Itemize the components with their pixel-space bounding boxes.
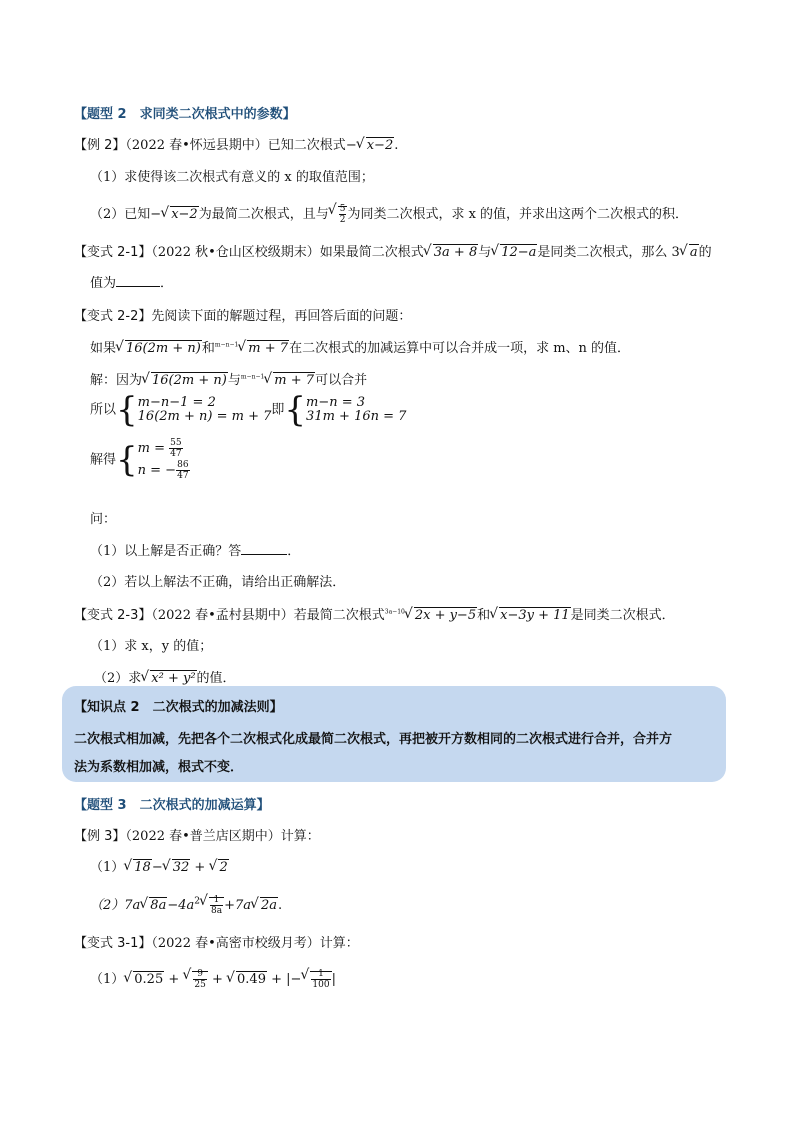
type2-heading: 【题型 2 求同类二次根式中的参数】 (74, 107, 296, 122)
ex2-stem: 【例 2】（2022 春•怀远县期中）已知二次根式−√ x−2. (74, 134, 398, 153)
v22-l2-rad2: √ m + 7 (264, 373, 315, 388)
ex3-q2-frac-rad: √ $\frac{1}{8a}$ (200, 895, 224, 916)
v21-answer-blank[interactable] (116, 273, 160, 287)
v21-text-b: 是同类二次根式，那么 3 (537, 245, 680, 260)
ex3-q2-c: +7a (224, 898, 251, 913)
ex3-q2-sup: 2 (194, 896, 200, 907)
ex2-q2: （2）已知−√ x−2为最简二次根式，且与 √ $\frac{5}{2}$ 为同类二次根式，求 x 的值，并求出这两个二次根式的积． (90, 203, 688, 225)
ex3-q1-op2: + (190, 860, 210, 875)
v23-q2-b: 的值． (196, 671, 236, 686)
v31-plus2: + (207, 972, 228, 987)
v23-q2-a: （2）求 (94, 671, 142, 686)
ex3-text: （2022 春•普兰店区期中）计算： (125, 829, 320, 844)
v22-l1-index: m−n−1 (214, 341, 239, 349)
knowledge-box (62, 686, 726, 782)
v31-r1: √ 0.25 (124, 972, 164, 987)
v21-stem (74, 241, 712, 260)
v23-q2 (94, 667, 236, 686)
v31-stem (74, 932, 359, 951)
v22-line3 (90, 390, 407, 430)
v22-l2-rad1: √ 16(2m + n) (142, 373, 228, 388)
v22-brace1: { (116, 390, 138, 430)
ex2-source: （2022 春•怀远县期中） (125, 138, 268, 153)
ex3-q1-op1: − (151, 860, 163, 875)
v22-q1-blank[interactable] (241, 541, 287, 555)
v22-l2-a: 解：因为 (90, 373, 143, 388)
v23-index: 3a−10 (384, 608, 405, 616)
v31-q1-a: （1） (90, 972, 125, 987)
v22-intro: 先阅读下面的解题过程，再回答后面的问题： (151, 309, 412, 324)
ex3-q2-r1: √ 8a (140, 898, 167, 913)
ex2-label: 【例 2】 (74, 138, 126, 153)
knowledge-title: 【知识点 2 二次根式的加减法则】 (74, 700, 283, 715)
v22-system2: m−n = 3 31m + 16n = 7 (306, 395, 407, 424)
v22-l2-c: 可以合并 (315, 373, 368, 388)
knowledge-line1: 二次根式相加减，先把各个二次根式化成最简二次根式，再把被开方数相同的二次根式进行合并，合并方 (74, 732, 673, 747)
ex2-q2-radical: √ x−2 (161, 207, 199, 222)
v23-text-b: 是同类二次根式． (570, 608, 675, 623)
ex3-stem (74, 825, 320, 844)
ex2-q2-b: 为最简二次根式，且与 (198, 207, 329, 222)
v22-label: 【变式 2-2】 (74, 309, 152, 324)
v23-stem (74, 604, 675, 623)
ex2-radical: √ x−2 (357, 138, 395, 153)
v31-frac2-rad: √ $\frac{1}{100}$ (301, 969, 331, 990)
v31-r3: √ 0.49 (227, 972, 267, 987)
ex3-q1-r2: √ 32 (163, 860, 191, 875)
v22-q1-end: ． (287, 544, 301, 559)
v31-plus1: + (164, 972, 184, 987)
v22-q2: （2）若以上解法不正确，请给出正确解法． (90, 575, 346, 590)
v22-l2-index: m−n−1 (240, 373, 265, 381)
v21-line2-end: ． (160, 276, 174, 291)
v23-rad1: √ 2x + y−5 (405, 608, 477, 623)
ex3-q2-b: −4a (167, 898, 195, 913)
ex2-end: . (394, 138, 399, 153)
v22-l1-a: 如果 (90, 341, 117, 356)
v22-l1-rad1: √ 16(2m + n) (116, 341, 202, 356)
v22-ask: 问： (90, 512, 117, 527)
ex3-q1 (90, 856, 229, 875)
v23-q1: （1）求 x，y 的值； (90, 639, 213, 654)
ex3-q2 (90, 894, 282, 916)
v22-stem (74, 305, 411, 324)
v23-q2-rad: √ x² + y² (141, 671, 196, 686)
v21-text-a: （2022 秋•仓山区校级期末）如果最简二次根式 (151, 245, 424, 260)
ex3-q1-a: （1） (90, 860, 125, 875)
v31-frac1-rad: √ $\frac{9}{25}$ (183, 969, 207, 990)
ex3-q2-end: . (278, 898, 283, 913)
v21-mid: 与 (478, 245, 492, 260)
type3-heading: 【题型 3 二次根式的加减运算】 (74, 798, 270, 813)
ex2-stem-text: 已知二次根式 (267, 138, 346, 153)
ex2-q2-c: 为同类二次根式，求 x 的值，并求出这两个二次根式的积． (347, 207, 689, 222)
v22-l3-a: 所以 (90, 402, 117, 418)
v23-text-a: （2022 春•孟村县期中）若最简二次根式 (151, 608, 385, 623)
v21-rad1: √ 3a + 8 (424, 245, 478, 260)
v31-label: 【变式 3-1】 (74, 936, 152, 951)
v21-rad3: √ a (680, 245, 699, 260)
ex3-q2-a: （2）7a (90, 898, 141, 913)
ex3-q2-r3: √ 2a (251, 898, 278, 913)
v23-rad2: √ x−3y + 11 (490, 608, 571, 623)
v22-l1-c: 在二次根式的加减运算中可以合并成一项，求 m、n 的值． (289, 341, 631, 356)
v31-text: （2022 春•高密市校级月考）计算： (151, 936, 359, 951)
v23-mid: 和 (477, 608, 491, 623)
v31-q1 (90, 968, 336, 990)
v22-line2 (90, 369, 367, 388)
v21-line2 (90, 272, 173, 291)
ex3-q1-r3: √ 2 (209, 860, 228, 875)
ex2-q2-frac-radical: √ $\frac{5}{2}$ (329, 204, 348, 225)
v22-l2-b: 与 (227, 373, 241, 388)
ex2-q1: （1）求使得该二次根式有意义的 x 的取值范围； (90, 170, 374, 185)
v22-l4-a: 解得 (90, 452, 117, 468)
v21-label: 【变式 2-1】 (74, 245, 152, 260)
v22-brace3: { (116, 440, 138, 480)
v22-solution: m = $\frac{55}{47}$ n = − $\frac{86}{47}$ (137, 438, 189, 481)
ex3-label: 【例 3】 (74, 829, 126, 844)
v23-label: 【变式 2-3】 (74, 608, 152, 623)
v22-l1-b: 和 (201, 341, 215, 356)
v22-q1-text: （1）以上解是否正确？答 (90, 544, 242, 559)
v31-plus3: + |− (266, 972, 302, 987)
knowledge-line2: 法为系数相加减，根式不变． (74, 760, 244, 775)
ex2-q2-a: （2）已知 (90, 207, 151, 222)
ex3-q1-r1: √ 18 (124, 860, 152, 875)
v22-l3-b: 即 (271, 402, 285, 418)
v21-text-c: 的 (698, 245, 712, 260)
v22-brace2: { (284, 390, 307, 430)
v22-l1-rad2: √ m + 7 (238, 341, 289, 356)
v21-line2-text: 值为 (90, 276, 117, 291)
v31-abs-bar: | (331, 972, 336, 987)
v22-q1 (90, 540, 300, 559)
v21-rad2: √ 12−a (491, 245, 537, 260)
v22-line1 (90, 337, 630, 356)
v22-system1: m−n−1 = 2 16(2m + n) = m + 7 (137, 395, 272, 424)
v22-line4 (90, 438, 190, 482)
